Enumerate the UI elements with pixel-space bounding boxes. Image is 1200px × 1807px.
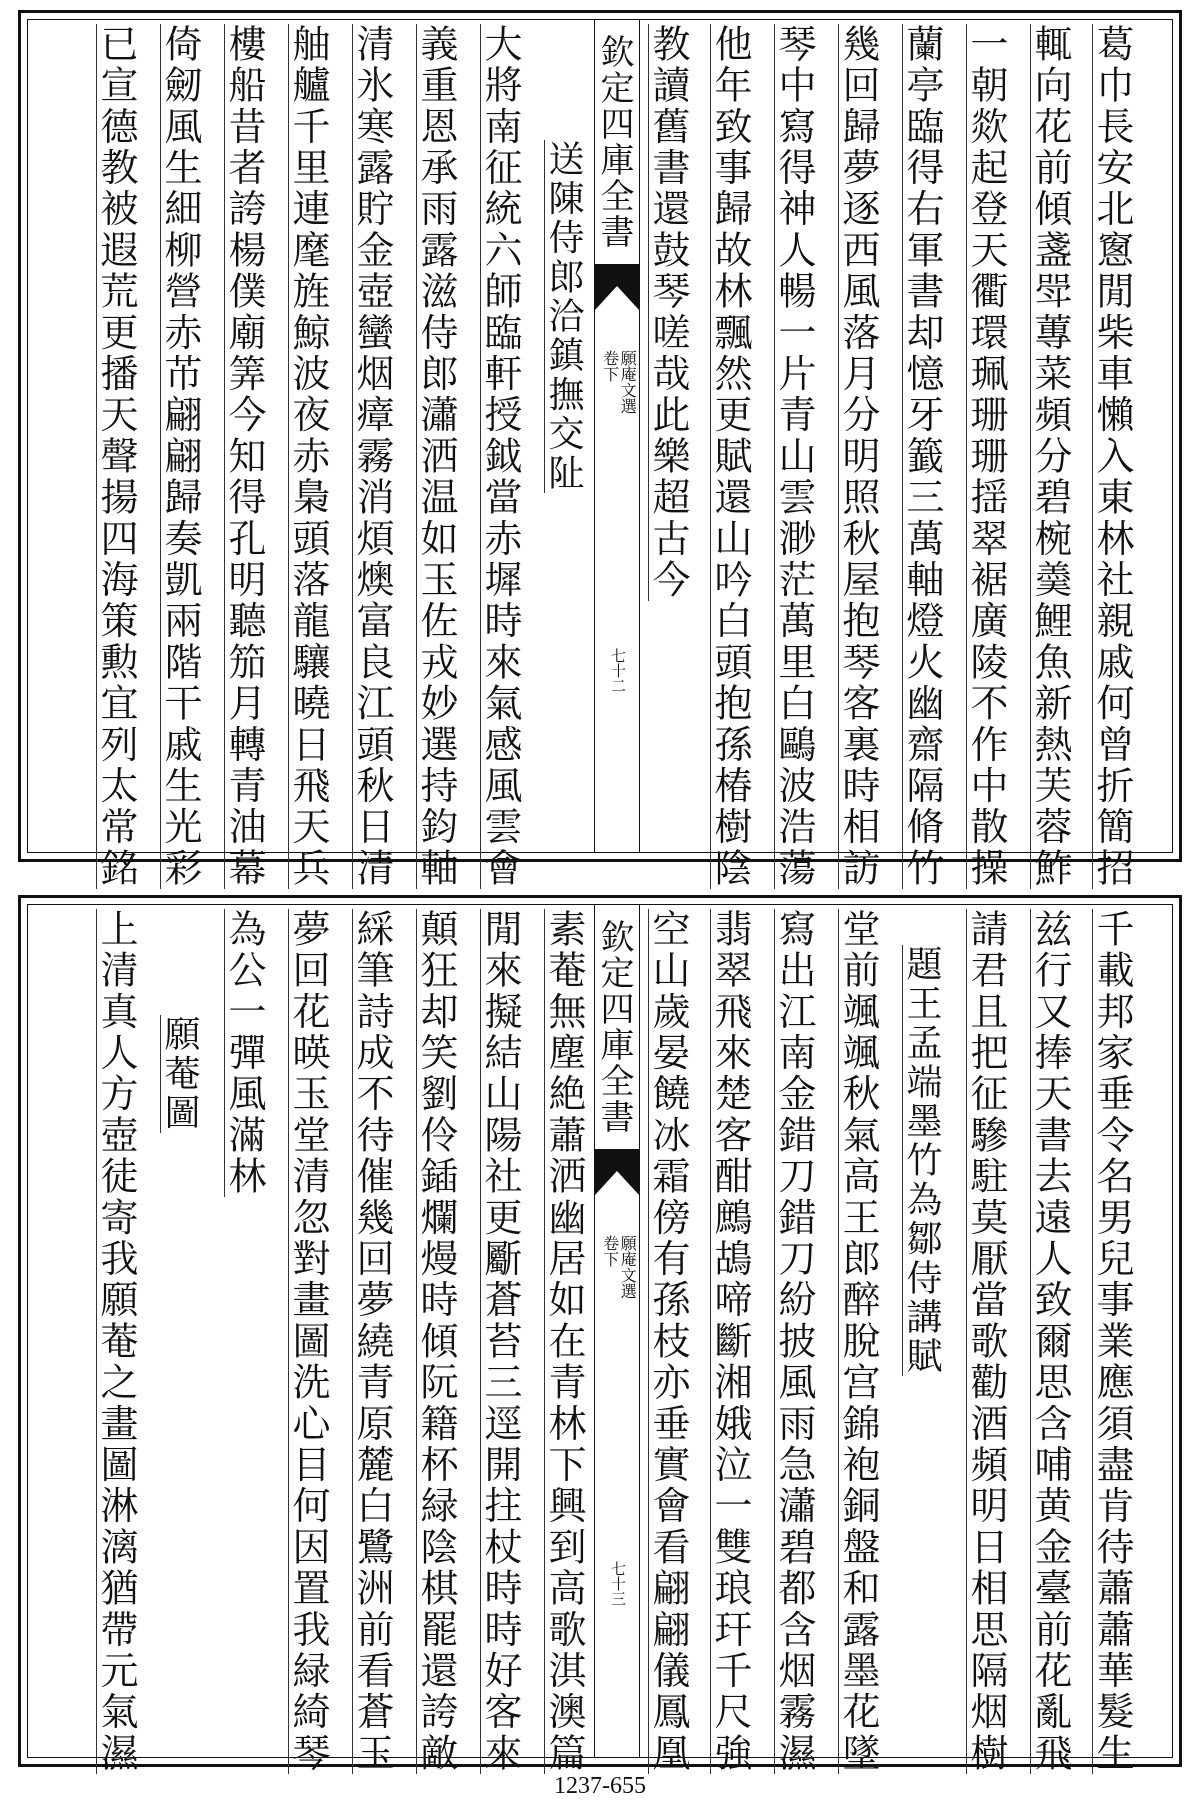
top-right-column-1: 葛巾長安北窻閒柴車懶入東林社親戚何曾折簡招 [1090,24,1134,890]
bottom-fish-tail-mark [595,1149,639,1195]
bottom-center-title: 欽定四庫全書 [594,919,634,1135]
bottom-folio-number: 七十三 [609,1561,627,1606]
top-left-column-4: 清氷寒露貯金壺蠻烟瘴霧消煩燠富良江頭秋日清 [350,24,394,890]
bottom-left-column-8: 上清真人方壺徒寄我願菴之畫圖淋漓猶帶元氣濕 [94,909,138,1775]
bottom-center-collection [601,1235,636,1299]
top-right-column-6: 琴中寫得神人暢一片青山雲渺茫萬里白鷗波浩蕩 [772,24,816,890]
bottom-page-inner-border [27,904,1173,1775]
top-poem-heading: 送陳侍郎洽鎮撫交阯 [543,140,584,493]
top-right-column-8: 教讀舊書還鼓琴嗟哉此樂超古今 [646,24,690,601]
top-fish-tail-mark [595,264,639,310]
top-right-column-7: 他年致事歸故林飄然更賦還山吟白頭抱孫椿樹陰 [708,24,752,890]
bottom-right-column-6: 寫出江南金錯刀錯刀紛披風雨急瀟碧都含烟霧濕 [772,909,816,1775]
bottom-right-column-1: 千載邦家垂令名男兒事業應須盡肯待蕭蕭華髮生 [1090,909,1134,1775]
top-center-title: 欽定四庫全書 [594,34,634,250]
top-page-inner-border [27,19,1173,890]
top-left-column-3: 義重恩承雨露滋侍郎瀟洒温如玉佐戎妙選持鈞軸 [414,24,458,890]
bottom-volume-label: 卷下 [600,1235,620,1267]
bottom-left-column-5: 夢回花暎玉堂清忽對畫圖洗心目何因置我緑綺琴 [286,909,330,1775]
bottom-right-column-7: 翡翠飛來楚客酣鷓鴣啼斷湘娥泣一雙琅玕千尺強 [708,909,752,1775]
top-folio-number: 七十二 [609,648,627,693]
bottom-left-column-2: 閒來擬結山陽社更斸蒼苔三逕開拄杖時時好客來 [478,909,522,1775]
bottom-left-column-3: 顛狂却笑劉伶鍤爛熳時傾阮籍杯緑陰棋罷還誇敵 [414,909,458,1775]
bottom-left-column-4: 綵筆詩成不待催幾回夢繞青原麓白鷺洲前看蒼玉 [350,909,394,1775]
top-right-column-4: 蘭亭臨得右軍書却憶牙籖三萬軸燈火幽齋隔脩竹 [900,24,944,890]
top-center-collection [601,350,636,414]
top-collection-name: 願庵文選 [618,350,638,414]
bottom-center-column [594,905,640,1757]
top-page-frame [18,10,1182,890]
top-right-column-5: 幾回歸夢逐西風落月分明照秋屋抱琴客裏時相訪 [836,24,880,890]
bottom-left-column-1: 素菴無塵絶蕭洒幽居如在青林下興到高歌淇澳篇 [542,909,586,1775]
bottom-right-column-5: 堂前颯颯秋氣高王郎醉脫宫錦袍銅盤和露墨花墜 [836,909,880,1775]
top-left-column-8: 已宣德教被遐荒更播天聲揚四海策勲宜列太常銘 [94,24,138,890]
top-center-column [594,20,640,852]
top-left-column-2: 大將南征統六師臨軒授鉞當赤墀時來氣感風雲會 [478,24,522,890]
top-left-column-6: 樓船昔者誇楊僕廟筭今知得孔明聽笳月轉青油幕 [222,24,266,890]
bottom-poem-heading-2: 願菴圖 [159,1015,200,1133]
bottom-poem-heading-1: 題王孟端墨竹為鄒侍講賦 [901,945,942,1377]
top-volume-label: 卷下 [600,350,620,382]
bottom-right-column-8: 空山歲晏饒冰霜傍有孫枝亦垂實會看翩翩儀鳳凰 [646,909,690,1775]
bottom-right-column-2: 兹行又捧天書去遠人致爾思含哺黄金臺前花亂飛 [1028,909,1072,1775]
top-left-column-5: 舳艫千里連麾旌鯨波夜赤梟頭落龍驤曉日飛天兵 [286,24,330,890]
bottom-right-column-3: 請君且把征驂駐莫厭當歌勸酒頻明日相思隔烟樹 [964,909,1008,1775]
bottom-page-frame [18,895,1182,1775]
top-right-column-2: 輒向花前傾盞斝蓴菜頻分碧椀羮鯉魚新熱芙蓉鮓 [1028,24,1072,890]
top-left-column-7: 倚劒風生細柳營赤芇翩翩歸奏凱兩階干戚生光彩 [158,24,202,890]
bottom-left-column-6: 為公一彈風滿林 [222,909,266,1198]
top-right-column-3: 一朝欻起登天衢環珮珊珊揺翠裾廣陵不作中散操 [964,24,1008,890]
bottom-collection-name: 願庵文選 [618,1235,638,1299]
page-reference-number: 1237-655 [554,1773,646,1799]
